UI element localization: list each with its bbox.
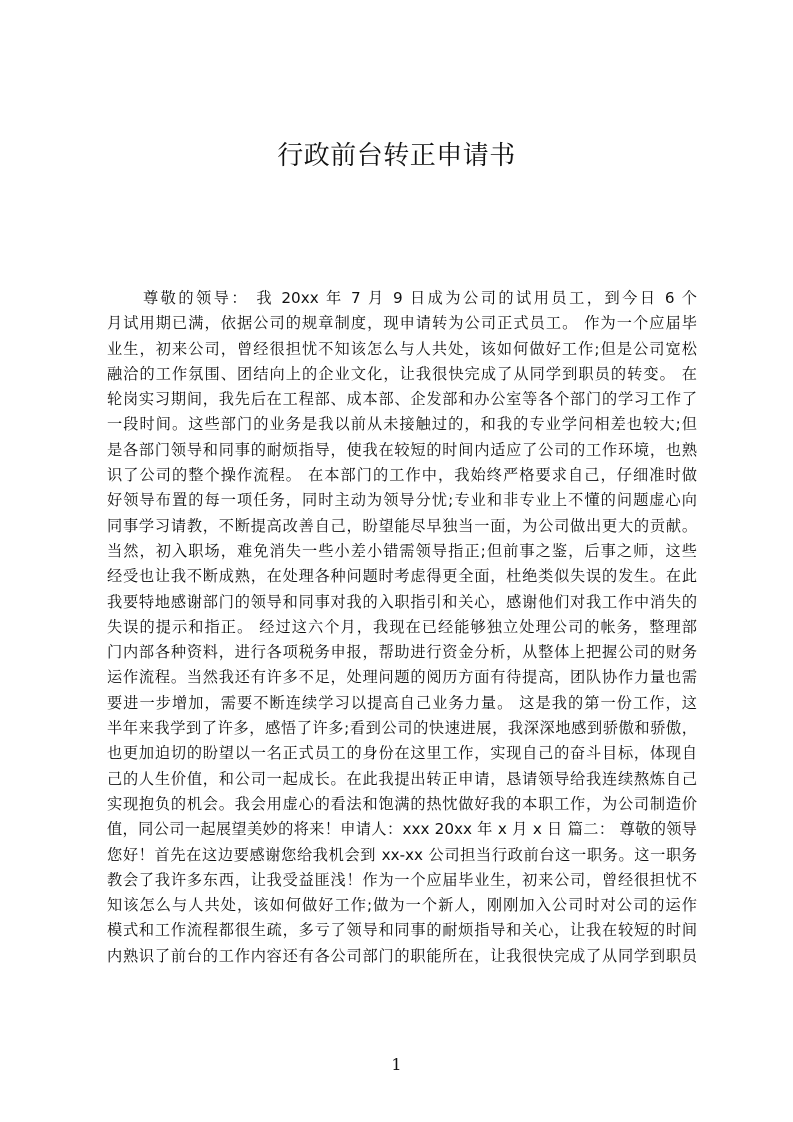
text-line: 半年来我学到了许多，感悟了许多;看到公司的快速进展，我深深地感到骄傲和骄傲，	[107, 719, 697, 738]
text-line: 模式和工作流程都很生疏，多亏了领导和同事的耐烦指导和关心，让我在较短的时间	[107, 921, 697, 940]
text-line: 值，同公司一起展望美妙的将来！申请人：xxx 20xx 年 x 月 x 日 篇二： 尊敬的领导	[107, 820, 697, 839]
text-line: 门内部各种资料，进行各项税务申报，帮助进行资金分析，从整体上把握公司的财务	[107, 643, 697, 662]
text-line: 融洽的工作氛围、团结向上的企业文化，让我很快完成了从同学到职员的转变。 在	[107, 364, 697, 383]
text-line: 内熟识了前台的工作内容还有各公司部门的职能所在，让我很快完成了从同学到职员	[107, 946, 697, 965]
text-line: 知该怎么与人共处，该如何做好工作;做为一个新人，刚刚加入公司时对公司的运作	[107, 896, 697, 915]
text-line: 教会了我许多东西，让我受益匪浅！作为一个应届毕业生，初来公司，曾经很担忧不	[107, 870, 697, 889]
text-line: 也更加迫切的盼望以一名正式员工的身份在这里工作，实现自己的奋斗目标，体现自	[107, 744, 697, 763]
text-line: 月试用期已满，依据公司的规章制度，现申请转为公司正式员工。 作为一个应届毕	[107, 314, 697, 333]
text-line: 您好！首先在这边要感谢您给我机会到 xx-xx 公司担当行政前台这一职务。这一职务	[107, 845, 697, 864]
text-line: 己的人生价值，和公司一起成长。在此我提出转正申请，恳请领导给我连续熬炼自己	[107, 769, 697, 788]
text-line: 识了公司的整个操作流程。 在本部门的工作中，我始终严格要求自己，仔细准时做	[107, 466, 697, 485]
text-line: 轮岗实习期间，我先后在工程部、成本部、企发部和办公室等各个部门的学习工作了	[107, 390, 697, 409]
text-line: 经受也让我不断成熟，在处理各种问题时考虑得更全面，杜绝类似失误的发生。在此	[107, 567, 697, 586]
body-text	[107, 286, 697, 969]
text-line: 我要特地感谢部门的领导和同事对我的入职指引和关心，感谢他们对我工作中消失的	[107, 592, 697, 611]
text-line: 失误的提示和指正。 经过这六个月，我现在已经能够独立处理公司的帐务，整理部	[107, 617, 697, 636]
page-number: 1	[391, 1055, 402, 1074]
text-line: 一段时间。这些部门的业务是我以前从未接触过的，和我的专业学问相差也较大;但	[107, 415, 697, 434]
text-line: 当然，初入职场，难免消失一些小差小错需领导指正;但前事之鉴，后事之师，这些	[107, 541, 697, 560]
page-title: 行政前台转正申请书	[277, 141, 516, 171]
text-line: 尊敬的领导： 我 20xx 年 7 月 9 日成为公司的试用员工，到今日 6 个	[143, 289, 697, 307]
text-line: 好领导布置的每一项任务，同时主动为领导分忧;专业和非专业上不懂的问题虚心向	[107, 491, 697, 510]
text-line: 要进一步增加，需要不断连续学习以提高自己业务力量。 这是我的第一份工作，这	[107, 693, 697, 712]
text-line: 是各部门领导和同事的耐烦指导，使我在较短的时间内适应了公司的工作环境，也熟	[107, 440, 697, 459]
text-line: 实现抱负的机会。我会用虚心的看法和饱满的热忱做好我的本职工作，为公司制造价	[107, 794, 697, 813]
text-line: 同事学习请教，不断提高改善自己，盼望能尽早独当一面，为公司做出更大的贡献。	[107, 516, 697, 535]
text-line: 业生，初来公司，曾经很担忧不知该怎么与人共处，该如何做好工作;但是公司宽松	[107, 339, 697, 358]
text-line: 运作流程。当然我还有许多不足，处理问题的阅历方面有待提高，团队协作力量也需	[107, 668, 697, 687]
